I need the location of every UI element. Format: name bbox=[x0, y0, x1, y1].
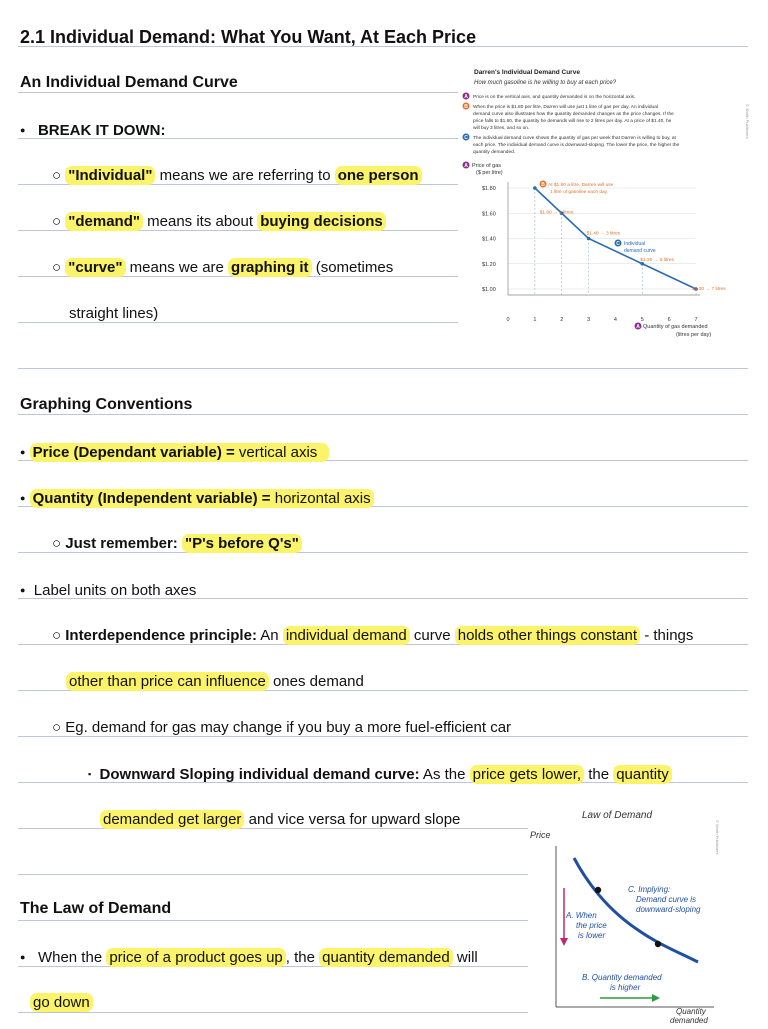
bullet-icon: ● bbox=[20, 493, 26, 503]
badge-letter: A bbox=[464, 94, 468, 100]
badge-letter: C bbox=[464, 135, 468, 141]
note-b: price falls to $1.60, the quantity he demands will rise to 2 litres per day. At a price of $1.40, he bbox=[473, 119, 672, 124]
sub-bullet-individual bbox=[52, 166, 422, 186]
bullet-icon: ● bbox=[20, 447, 26, 457]
text: Label units on both axes bbox=[33, 582, 197, 599]
bullet-icon: ● bbox=[20, 585, 26, 595]
highlight: one person bbox=[335, 166, 422, 185]
bullet-price bbox=[20, 442, 329, 463]
annotation-b: B. Quantity demanded bbox=[582, 973, 662, 982]
text: the bbox=[584, 766, 614, 783]
note-c: quantity demanded. bbox=[473, 150, 516, 155]
text: When the bbox=[37, 949, 107, 966]
annotation-a: A. When bbox=[566, 911, 597, 920]
text: means we are referring to bbox=[155, 167, 335, 184]
x-axis-label: demanded bbox=[670, 1016, 708, 1024]
annotation-c: downward-sloping bbox=[636, 905, 701, 914]
x-tick-label: 5 bbox=[640, 317, 644, 323]
bullet-quantity bbox=[20, 488, 374, 509]
y-axis-label: ($ per litre) bbox=[476, 170, 503, 176]
y-tick-label: $1.80 bbox=[482, 186, 496, 192]
note-b: will buy 3 litres, and so on. bbox=[473, 126, 530, 131]
text: - things bbox=[640, 627, 694, 644]
data-point bbox=[533, 186, 537, 190]
highlight bbox=[30, 443, 330, 462]
highlight: other than price can influence bbox=[66, 672, 269, 691]
point-high-price bbox=[595, 887, 601, 893]
text: Eg. demand for gas may change if you buy a more fuel-efficient car bbox=[65, 719, 512, 736]
text: An bbox=[256, 627, 283, 644]
x-tick-label: 7 bbox=[694, 317, 698, 323]
text: As the bbox=[419, 766, 470, 783]
section-heading: The Law of Demand bbox=[20, 900, 172, 917]
text: means its about bbox=[142, 213, 258, 230]
x-tick-label: 2 bbox=[560, 317, 564, 323]
note-b: When the price is $1.80 per litre, Darren will use just 1 litre of gas per day. An individual bbox=[473, 105, 658, 110]
rule bbox=[18, 1012, 528, 1013]
credit: © Worth Publishers bbox=[715, 820, 720, 855]
figure-title: Law of Demand bbox=[582, 810, 653, 821]
annotation-c: Demand curve is bbox=[636, 895, 697, 904]
curve-continuation: straight lines) bbox=[69, 305, 159, 322]
annotation-c: Individual bbox=[624, 241, 646, 247]
point-label: $1.20 → 5 litres bbox=[640, 257, 674, 263]
highlight: price gets lower, bbox=[470, 765, 584, 784]
sub-bullet-example bbox=[52, 718, 511, 738]
demand-curve-chart bbox=[458, 64, 758, 346]
interdependence-continuation bbox=[66, 672, 364, 692]
downward-continuation bbox=[100, 810, 460, 830]
point-label: $1.60 → 2 litres bbox=[539, 210, 574, 216]
law-continuation bbox=[30, 993, 93, 1013]
badge-letter: A bbox=[464, 163, 468, 169]
annotation-c: demand curve bbox=[624, 248, 656, 254]
circle-bullet-icon: ○ bbox=[52, 627, 62, 644]
y-axis-label: Price of gas bbox=[472, 163, 502, 169]
term: "curve" bbox=[65, 258, 125, 277]
rule bbox=[18, 92, 458, 93]
text: means we are bbox=[125, 259, 229, 276]
circle-bullet-icon: ○ bbox=[52, 213, 62, 230]
term: Price (Dependant variable) = bbox=[32, 444, 235, 461]
note-c: The individual demand curve shows the quantity of gas per week that Darren is willing to buy, at bbox=[473, 136, 676, 141]
badge-letter: C bbox=[616, 241, 620, 247]
break-it-down-label: BREAK IT DOWN: bbox=[37, 122, 166, 139]
law-of-demand-chart bbox=[528, 802, 728, 1024]
x-tick-label: 1 bbox=[533, 317, 537, 323]
highlight: quantity demanded bbox=[319, 948, 453, 967]
annotation-a: is lower bbox=[578, 931, 606, 940]
term: Quantity (Independent variable) = bbox=[32, 490, 271, 507]
highlight: buying decisions bbox=[257, 212, 386, 231]
sub-bullet-demand bbox=[52, 212, 386, 232]
sub-bullet-remember bbox=[52, 534, 302, 554]
rule bbox=[18, 874, 528, 875]
y-tick-label: $1.20 bbox=[482, 261, 496, 268]
section-heading: An Individual Demand Curve bbox=[20, 74, 238, 91]
term: Downward Sloping individual demand curve: bbox=[99, 766, 420, 783]
note-b: demand curve also illustrates how the quantity demanded changes as the price changes. If the bbox=[473, 112, 674, 117]
highlight bbox=[30, 489, 374, 508]
point-low-price bbox=[655, 941, 661, 947]
term: "demand" bbox=[65, 212, 143, 231]
highlight: demanded get larger bbox=[100, 810, 244, 829]
annotation-a: the price bbox=[576, 921, 607, 930]
text: curve bbox=[409, 627, 455, 644]
x-tick-label: 3 bbox=[587, 317, 591, 323]
text: horizontal axis bbox=[270, 490, 371, 507]
text: ones demand bbox=[268, 673, 364, 690]
point-label: $1.40 → 3 litres bbox=[586, 231, 621, 237]
figure-subtitle: How much gasoline is he willing to buy at each price? bbox=[474, 80, 617, 86]
arrow-right-icon bbox=[652, 994, 660, 1002]
sub-bullet-curve bbox=[52, 258, 393, 278]
highlight: graphing it bbox=[228, 258, 312, 277]
circle-bullet-icon: ○ bbox=[52, 167, 62, 184]
text: vertical axis bbox=[234, 444, 318, 461]
badge-letter: A bbox=[636, 324, 640, 330]
annotation-b: is higher bbox=[610, 983, 641, 992]
bullet-icon: ▪ bbox=[88, 769, 92, 779]
figure-darren-demand-curve bbox=[458, 64, 758, 346]
rule bbox=[18, 414, 748, 415]
highlight: price of a product goes up bbox=[106, 948, 285, 967]
plot-area bbox=[482, 182, 726, 323]
x-axis-label: Quantity bbox=[676, 1007, 706, 1016]
term: Interdependence principle: bbox=[65, 627, 257, 644]
rule bbox=[18, 920, 528, 921]
y-tick-label: $1.00 bbox=[482, 287, 496, 293]
term: "Individual" bbox=[65, 166, 155, 185]
figure-law-of-demand bbox=[528, 802, 728, 1024]
section-heading: Graphing Conventions bbox=[20, 396, 193, 413]
page-title: 2.1 Individual Demand: What You Want, At Each Price bbox=[20, 27, 477, 47]
y-axis-label: Price bbox=[530, 830, 551, 840]
badge-letter: B bbox=[464, 104, 468, 110]
data-point bbox=[587, 237, 591, 241]
note-c: each price. The individual demand curve is downward-sloping. The lower the price, the higher the bbox=[473, 143, 680, 148]
arrow-down-icon bbox=[560, 938, 568, 946]
highlight: individual demand bbox=[283, 626, 410, 645]
annotation-b: At $1.80 a litre, Darren will use bbox=[548, 183, 614, 188]
point-label: $1.00 → 7 litres bbox=[692, 287, 726, 292]
circle-bullet-icon: ○ bbox=[52, 535, 62, 552]
term: Just remember: bbox=[65, 535, 182, 552]
x-tick-label: 6 bbox=[667, 317, 671, 323]
credit: © Worth Publishers bbox=[745, 104, 750, 139]
y-tick-label: $1.60 bbox=[482, 211, 496, 218]
text: and vice versa for upward slope bbox=[244, 811, 461, 828]
badge-letter: B bbox=[541, 182, 545, 188]
bullet-label-units bbox=[20, 580, 196, 601]
y-tick-label: $1.40 bbox=[482, 236, 496, 243]
highlight: "P's before Q's" bbox=[182, 534, 302, 553]
bullet-law bbox=[20, 947, 478, 968]
circle-bullet-icon: ○ bbox=[52, 719, 62, 736]
x-tick-label: 4 bbox=[613, 317, 617, 323]
annotation-c: C. Implying: bbox=[628, 885, 671, 894]
rule bbox=[18, 368, 748, 369]
annotation-b: 1 litre of gasoline each day. bbox=[550, 190, 609, 195]
highlight: holds other things constant bbox=[455, 626, 640, 645]
figure-title: Darren's Individual Demand Curve bbox=[474, 69, 580, 76]
text: will bbox=[452, 949, 478, 966]
bullet-break-it-down bbox=[20, 120, 165, 141]
sub-sub-bullet-downward bbox=[88, 764, 672, 785]
highlight: quantity bbox=[613, 765, 672, 784]
circle-bullet-icon: ○ bbox=[52, 259, 62, 276]
x-tick-label: 0 bbox=[506, 317, 510, 323]
highlight: go down bbox=[30, 993, 93, 1012]
note-a: Price is on the vertical axis, and quantity demanded is on the horizontal axis. bbox=[473, 95, 636, 100]
text: (sometimes bbox=[311, 259, 394, 276]
bullet-icon: ● bbox=[20, 125, 26, 135]
x-axis-label: (litres per day) bbox=[676, 332, 712, 338]
sub-bullet-interdependence bbox=[52, 626, 693, 646]
text: , the bbox=[285, 949, 320, 966]
bullet-icon: ● bbox=[20, 952, 26, 962]
x-axis-label: Quantity of gas demanded bbox=[643, 324, 708, 330]
